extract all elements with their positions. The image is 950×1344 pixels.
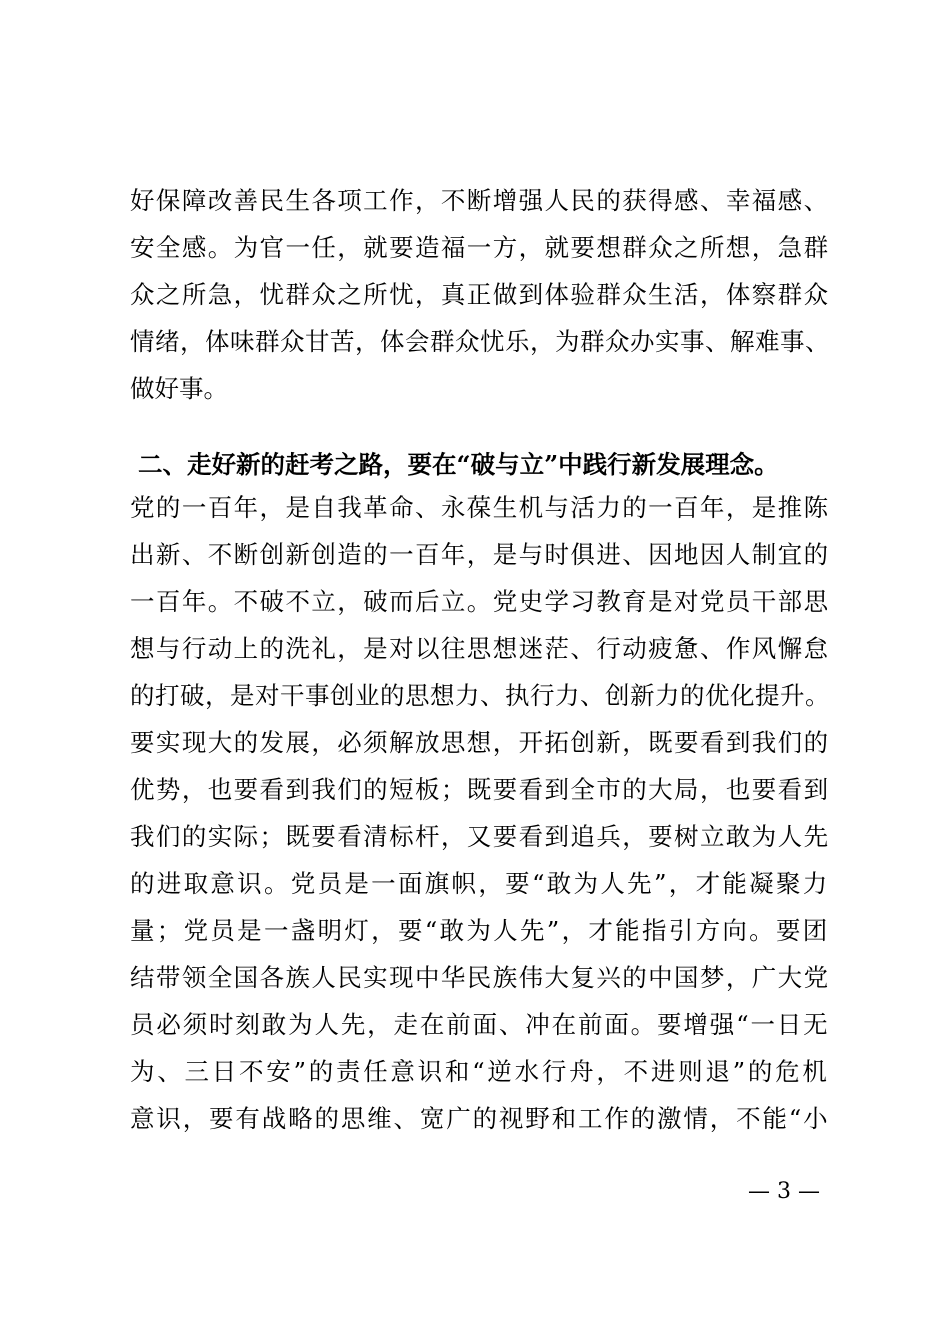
paragraph-2-line-6: 要实现大的发展，必须解放思想，开拓创新，既要看到我们的 <box>130 728 830 757</box>
paragraph-2-line-4: 想与行动上的洗礼，是对以往思想迷茫、行动疲惫、作风懈怠 <box>130 634 830 663</box>
paragraph-1-line-1: 好保障改善民生各项工作，不断增强人民的获得感、幸福感、 <box>130 186 830 215</box>
paragraph-2-line-5: 的打破，是对干事创业的思想力、执行力、创新力的优化提升。 <box>130 681 830 710</box>
paragraph-1-line-2: 安全感。为官一任，就要造福一方，就要想群众之所想，急群 <box>130 233 830 262</box>
paragraph-2-line-3: 一百年。不破不立，破而后立。党史学习教育是对党员干部思 <box>130 587 830 616</box>
paragraph-2-line-9: 的进取意识。党员是一面旗帜，要“敢为人先”，才能凝聚力 <box>130 869 830 898</box>
paragraph-2-line-1: 党的一百年，是自我革命、永葆生机与活力的一百年，是推陈 <box>130 493 830 522</box>
paragraph-2-line-11: 结带领全国各族人民实现中华民族伟大复兴的中国梦，广大党 <box>130 963 830 992</box>
paragraph-1-line-4: 情绪，体味群众甘苦，体会群众忧乐，为群众办实事、解难事、 <box>130 327 830 356</box>
paragraph-2-line-8: 我们的实际；既要看清标杆，又要看到追兵，要树立敢为人先 <box>130 822 830 851</box>
paragraph-2-line-2: 出新、不断创新创造的一百年，是与时俱进、因地因人制宜的 <box>130 540 830 569</box>
paragraph-1-line-5: 做好事。 <box>130 374 228 403</box>
paragraph-1-line-3: 众之所急，忧群众之所忧，真正做到体验群众生活，体察群众 <box>130 280 830 309</box>
paragraph-2-line-7: 优势，也要看到我们的短板；既要看到全市的大局，也要看到 <box>130 775 830 804</box>
page-number: — 3 — <box>748 1179 820 1204</box>
paragraph-2-line-12: 员必须时刻敢为人先，走在前面、冲在前面。要增强“一日无 <box>130 1010 830 1039</box>
paragraph-2-line-14: 意识，要有战略的思维、宽广的视野和工作的激情，不能“小 <box>130 1104 830 1133</box>
paragraph-2-line-10: 量；党员是一盏明灯，要“敢为人先”，才能指引方向。要团 <box>130 916 830 945</box>
paragraph-2-line-13: 为、三日不安”的责任意识和“逆水行舟，不进则退”的危机 <box>130 1057 830 1086</box>
section-heading: 二、走好新的赶考之路，要在“破与立”中践行新发展理念。 <box>138 450 779 479</box>
